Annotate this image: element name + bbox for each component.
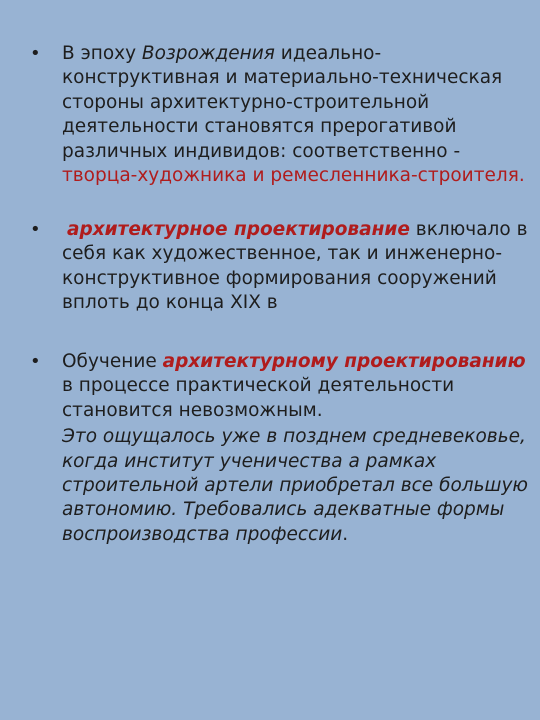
text-italic-note: Это ощущалось уже в позднем средневековье, когда институт ученичества а рамках строительной артели приобретал все большую автономию. Требовались адекватные формы воспроизводства профессии <box>62 426 528 545</box>
paragraph-training <box>62 350 532 547</box>
bullet-marker: • <box>30 351 41 372</box>
paragraph-design <box>62 218 532 316</box>
bullet-marker: • <box>30 219 41 240</box>
paragraph-renaissance <box>62 42 532 188</box>
text-renaissance: Возрождения <box>141 43 275 64</box>
text-segment: включало в себя как художественное, так и инженерно-конструктивное формирования сооружений вплоть до конца XIX в <box>62 219 528 314</box>
text-segment: В эпоху <box>62 43 142 64</box>
text-segment: в процессе практической деятельности становится <box>62 375 455 421</box>
bullet-marker: • <box>30 43 41 64</box>
text-creator-artisan: творца-художника и ремесленника-строителя. <box>62 165 525 187</box>
text-architectural-design-dative: архитектурному проектированию <box>162 351 526 372</box>
text-segment: . <box>342 523 349 545</box>
text-segment: невозможным. <box>178 399 323 421</box>
text-architectural-design: архитектурное проектирование <box>67 219 410 240</box>
text-segment: Обучение <box>62 351 163 372</box>
text-segment: идеально-конструктивная и материально-техническая стороны архитектурно-строительной деятельности становятся прерогативой различных индивидов: соответственно - <box>62 43 503 162</box>
